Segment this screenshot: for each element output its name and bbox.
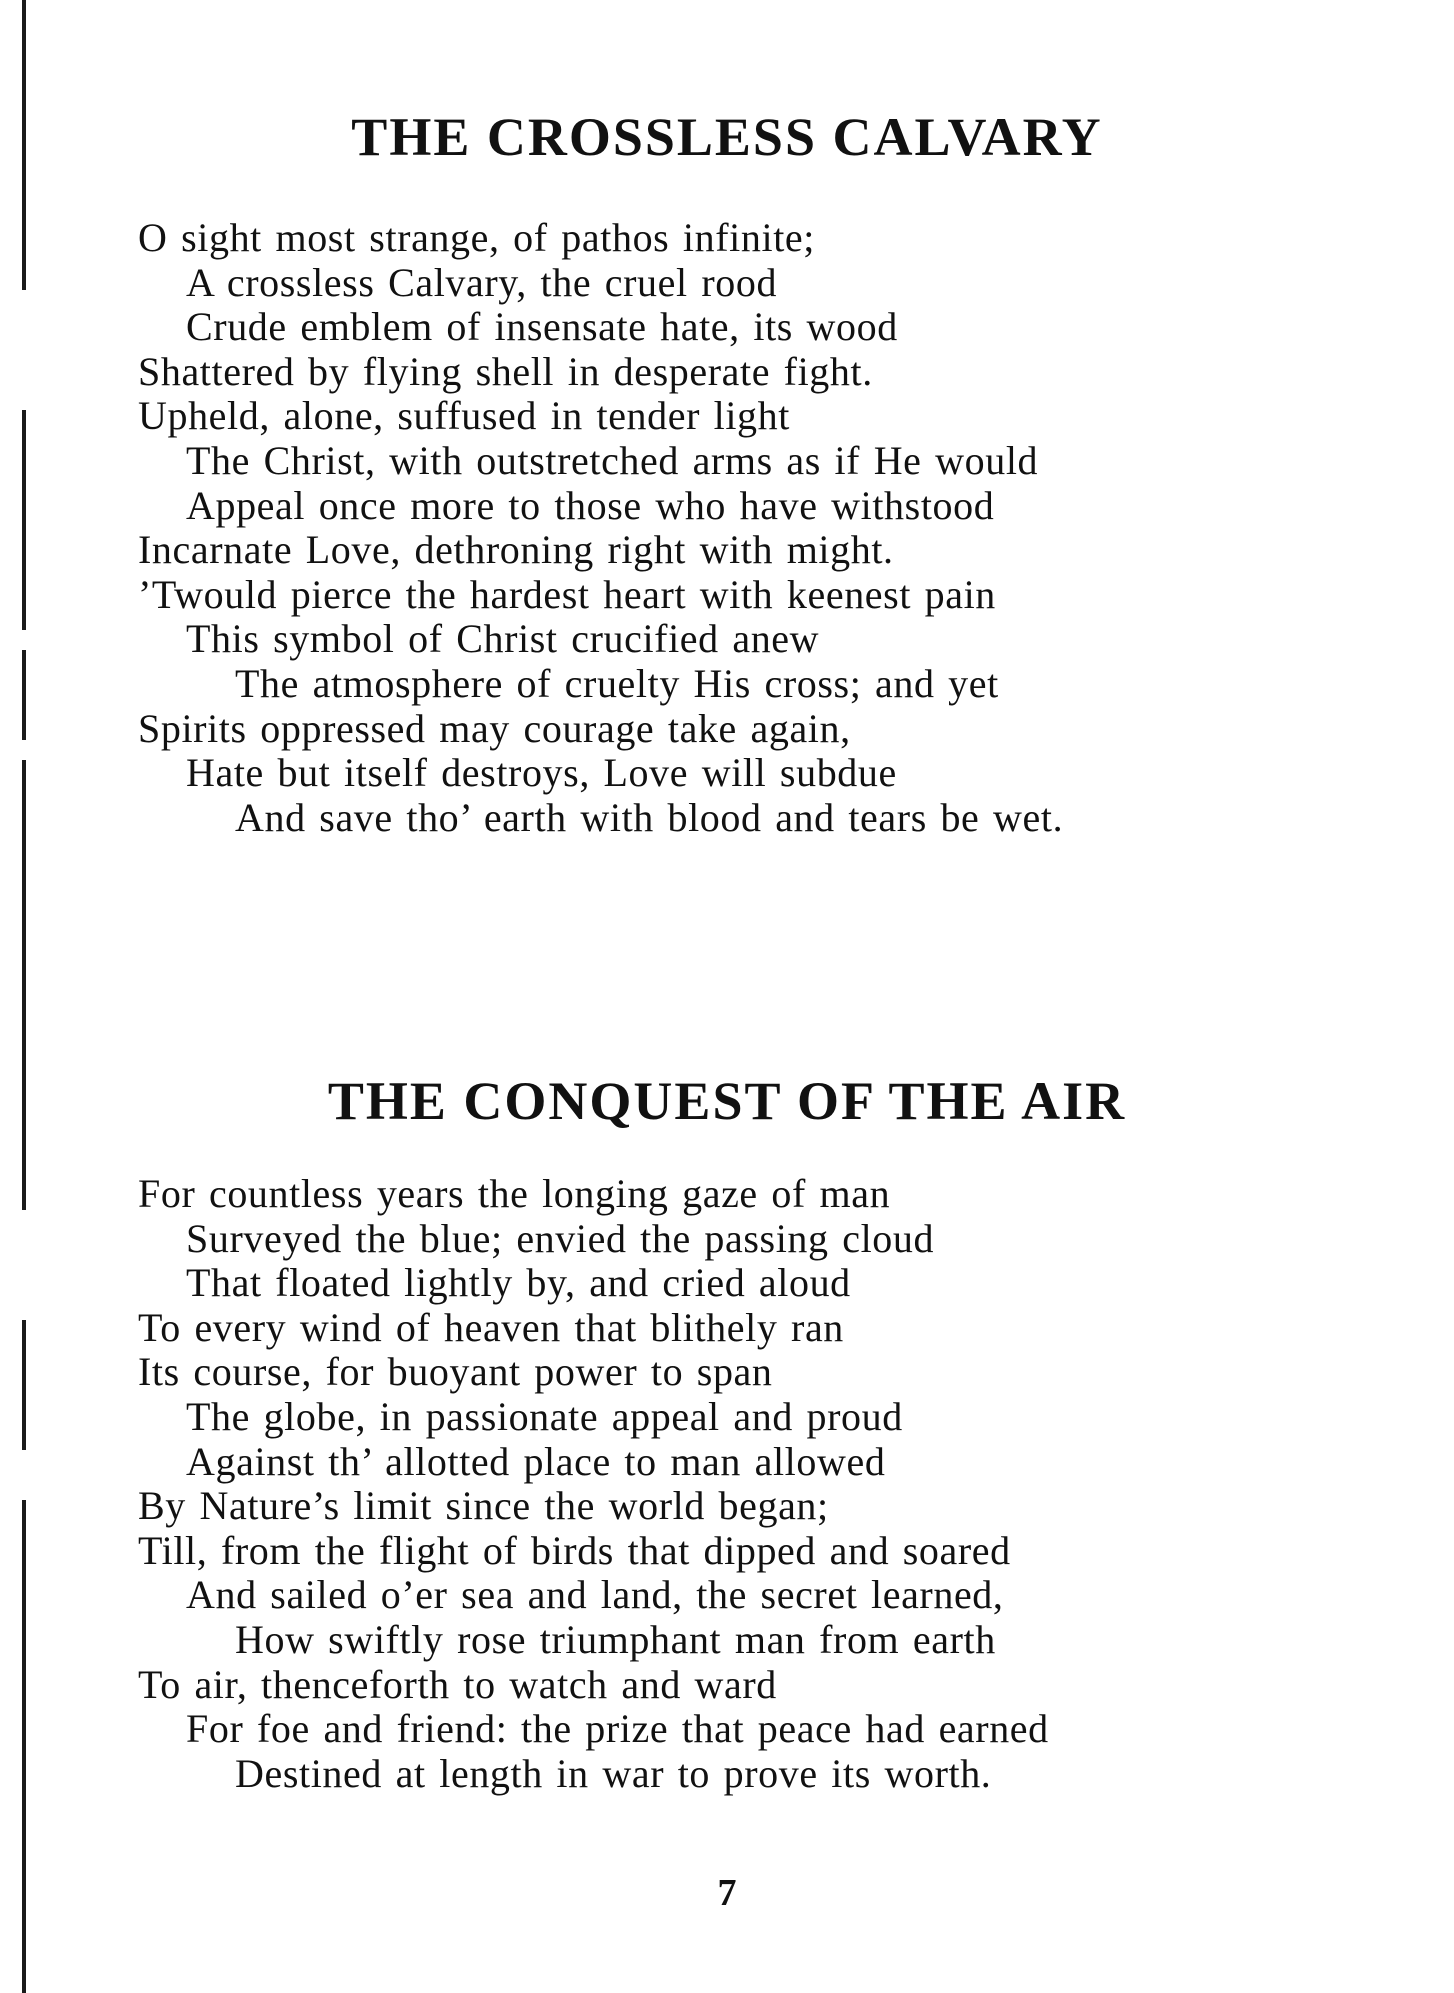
poem-line: Hate but itself destroys, Love will subdue bbox=[186, 750, 897, 796]
poem-line: Upheld, alone, suffused in tender light bbox=[138, 393, 790, 439]
poem-line: O sight most strange, of pathos infinite; bbox=[138, 215, 815, 260]
poem-line: To air, thenceforth to watch and ward bbox=[138, 1661, 777, 1707]
binding-edge-line bbox=[22, 650, 26, 740]
poem-line: And sailed o’er sea and land, the secret learned, bbox=[186, 1572, 1004, 1618]
page-number: 7 bbox=[717, 1872, 737, 1914]
poem-line: Crude emblem of insensate hate, its wood bbox=[186, 304, 898, 350]
binding-edge-line bbox=[22, 1500, 26, 1993]
poem-line: The Christ, with outstretched arms as if He would bbox=[186, 437, 1039, 483]
poem-line: That floated lightly by, and cried aloud bbox=[186, 1260, 851, 1306]
poem-line: The atmosphere of cruelty His cross; and yet bbox=[235, 660, 999, 706]
poem-line: By Nature’s limit since the world began; bbox=[138, 1483, 829, 1529]
poem-line: A crossless Calvary, the cruel rood bbox=[186, 259, 778, 305]
binding-edge-line bbox=[22, 410, 26, 630]
poem-line: And save tho’ earth with blood and tears be wet. bbox=[235, 794, 1064, 840]
poem-body bbox=[138, 216, 1358, 840]
poem-title: THE CROSSLESS CALVARY bbox=[351, 107, 1103, 167]
poem-line: Incarnate Love, dethroning right with might. bbox=[138, 527, 894, 573]
poem-line: Spirits oppressed may courage take again, bbox=[138, 705, 851, 751]
poem-line: For foe and friend: the prize that peace had earned bbox=[186, 1706, 1049, 1752]
poem-line: For countless years the longing gaze of man bbox=[138, 1171, 891, 1216]
poem-line: Till, from the flight of birds that dipped and soared bbox=[138, 1527, 1011, 1573]
binding-edge-line bbox=[22, 760, 26, 1210]
poem-line: To every wind of heaven that blithely ran bbox=[138, 1304, 844, 1350]
poem-title: THE CONQUEST OF THE AIR bbox=[327, 1071, 1127, 1131]
poem-line: This symbol of Christ crucified anew bbox=[186, 616, 820, 662]
poem-line: How swiftly rose triumphant man from earth bbox=[235, 1616, 996, 1662]
poem-line: Surveyed the blue; envied the passing cloud bbox=[186, 1215, 935, 1261]
poem-line: Appeal once more to those who have withstood bbox=[186, 482, 995, 528]
poem-line: ’Twould pierce the hardest heart with keenest pain bbox=[138, 571, 996, 617]
poem-line: The globe, in passionate appeal and proud bbox=[186, 1393, 903, 1439]
binding-edge-line bbox=[22, 1320, 26, 1450]
poem-line: Destined at length in war to prove its worth. bbox=[235, 1750, 992, 1796]
poem-line: Shattered by flying shell in desperate fight. bbox=[138, 348, 873, 394]
poem-line: Against th’ allotted place to man allowed bbox=[186, 1438, 886, 1484]
poem-line: Its course, for buoyant power to span bbox=[138, 1349, 773, 1395]
poem-body bbox=[138, 1172, 1358, 1796]
